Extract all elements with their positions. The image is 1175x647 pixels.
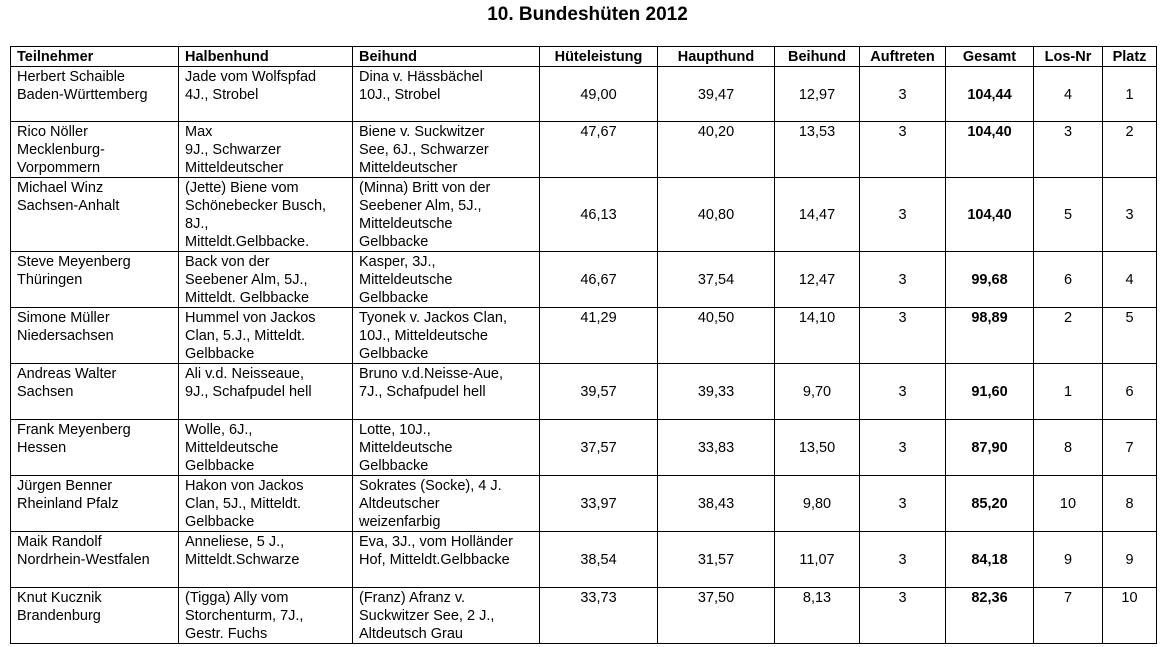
cell-teilnehmer: Maik Randolf Nordrhein-Westfalen — [11, 532, 179, 588]
cell-beihund: Dina v. Hässbächel 10J., Strobel — [353, 67, 540, 122]
cell-halbenhund: Back von der Seebener Alm, 5J., Mitteldt. Gelbbacke — [179, 252, 353, 308]
cell-los-nr: 6 — [1034, 252, 1103, 308]
cell-beihund: Tyonek v. Jackos Clan, 10J., Mitteldeutsche Gelbbacke — [353, 308, 540, 364]
cell-los-nr: 2 — [1034, 308, 1103, 364]
cell-halbenhund: (Tigga) Ally vom Storchenturm, 7J., Gestr. Fuchs — [179, 588, 353, 644]
cell-halbenhund: Wolle, 6J., Mitteldeutsche Gelbbacke — [179, 420, 353, 476]
cell-platz: 4 — [1103, 252, 1157, 308]
table-row — [11, 420, 1157, 476]
table-row — [11, 476, 1157, 532]
cell-halbenhund: Jade vom Wolfspfad 4J., Strobel — [179, 67, 353, 122]
cell-beihund-punkte: 12,97 — [775, 67, 860, 122]
cell-beihund: Lotte, 10J., Mitteldeutsche Gelbbacke — [353, 420, 540, 476]
cell-auftreten: 3 — [860, 476, 946, 532]
cell-teilnehmer: Frank Meyenberg Hessen — [11, 420, 179, 476]
cell-haupthund: 39,33 — [658, 364, 775, 420]
cell-halbenhund: Max 9J., Schwarzer Mitteldeutscher — [179, 122, 353, 178]
cell-beihund: (Franz) Afranz v. Suckwitzer See, 2 J., Altdeutsch Grau — [353, 588, 540, 644]
cell-hueteleistung: 41,29 — [540, 308, 658, 364]
column-header-los-nr: Los-Nr — [1034, 47, 1103, 67]
table-row — [11, 178, 1157, 252]
cell-auftreten: 3 — [860, 122, 946, 178]
cell-haupthund: 31,57 — [658, 532, 775, 588]
cell-gesamt: 104,44 — [946, 67, 1034, 122]
cell-hueteleistung: 46,13 — [540, 178, 658, 252]
cell-beihund-punkte: 13,53 — [775, 122, 860, 178]
cell-gesamt: 91,60 — [946, 364, 1034, 420]
cell-auftreten: 3 — [860, 364, 946, 420]
cell-hueteleistung: 33,97 — [540, 476, 658, 532]
cell-hueteleistung: 47,67 — [540, 122, 658, 178]
cell-hueteleistung: 49,00 — [540, 67, 658, 122]
cell-gesamt: 99,68 — [946, 252, 1034, 308]
cell-los-nr: 7 — [1034, 588, 1103, 644]
cell-los-nr: 8 — [1034, 420, 1103, 476]
cell-los-nr: 1 — [1034, 364, 1103, 420]
cell-haupthund: 40,80 — [658, 178, 775, 252]
cell-hueteleistung: 39,57 — [540, 364, 658, 420]
cell-haupthund: 33,83 — [658, 420, 775, 476]
cell-beihund: Eva, 3J., vom Holländer Hof, Mitteldt.Gelbbacke — [353, 532, 540, 588]
header-row — [11, 47, 1157, 67]
cell-teilnehmer: Herbert Schaible Baden-Württemberg — [11, 67, 179, 122]
column-header-teilnehmer: Teilnehmer — [11, 47, 179, 67]
cell-halbenhund: (Jette) Biene vom Schönebecker Busch, 8J., Mitteldt.Gelbbacke. — [179, 178, 353, 252]
cell-gesamt: 104,40 — [946, 178, 1034, 252]
cell-halbenhund: Anneliese, 5 J., Mitteldt.Schwarze — [179, 532, 353, 588]
column-header-beihund: Beihund — [353, 47, 540, 67]
cell-auftreten: 3 — [860, 252, 946, 308]
table-row — [11, 67, 1157, 122]
cell-hueteleistung: 38,54 — [540, 532, 658, 588]
cell-halbenhund: Hummel von Jackos Clan, 5.J., Mitteldt. Gelbbacke — [179, 308, 353, 364]
cell-los-nr: 5 — [1034, 178, 1103, 252]
cell-auftreten: 3 — [860, 420, 946, 476]
cell-hueteleistung: 37,57 — [540, 420, 658, 476]
cell-gesamt: 104,40 — [946, 122, 1034, 178]
cell-teilnehmer: Steve Meyenberg Thüringen — [11, 252, 179, 308]
cell-beihund: Kasper, 3J., Mitteldeutsche Gelbbacke — [353, 252, 540, 308]
cell-auftreten: 3 — [860, 588, 946, 644]
cell-beihund-punkte: 12,47 — [775, 252, 860, 308]
table-row — [11, 252, 1157, 308]
cell-beihund: (Minna) Britt von der Seebener Alm, 5J., Mitteldeutsche Gelbbacke — [353, 178, 540, 252]
cell-beihund-punkte: 11,07 — [775, 532, 860, 588]
cell-halbenhund: Ali v.d. Neisseaue, 9J., Schafpudel hell — [179, 364, 353, 420]
cell-gesamt: 85,20 — [946, 476, 1034, 532]
cell-teilnehmer: Rico Nöller Mecklenburg- Vorpommern — [11, 122, 179, 178]
table-body — [11, 67, 1157, 644]
cell-los-nr: 10 — [1034, 476, 1103, 532]
cell-auftreten: 3 — [860, 178, 946, 252]
cell-beihund-punkte: 14,47 — [775, 178, 860, 252]
cell-platz: 9 — [1103, 532, 1157, 588]
cell-beihund: Biene v. Suckwitzer See, 6J., Schwarzer Mitteldeutscher — [353, 122, 540, 178]
cell-platz: 10 — [1103, 588, 1157, 644]
cell-teilnehmer: Andreas Walter Sachsen — [11, 364, 179, 420]
cell-hueteleistung: 33,73 — [540, 588, 658, 644]
cell-beihund-punkte: 14,10 — [775, 308, 860, 364]
cell-beihund-punkte: 9,80 — [775, 476, 860, 532]
cell-beihund-punkte: 13,50 — [775, 420, 860, 476]
cell-haupthund: 40,20 — [658, 122, 775, 178]
cell-auftreten: 3 — [860, 67, 946, 122]
cell-hueteleistung: 46,67 — [540, 252, 658, 308]
column-header-halbenhund: Halbenhund — [179, 47, 353, 67]
column-header-platz: Platz — [1103, 47, 1157, 67]
cell-los-nr: 3 — [1034, 122, 1103, 178]
column-header-gesamt: Gesamt — [946, 47, 1034, 67]
cell-platz: 2 — [1103, 122, 1157, 178]
cell-gesamt: 98,89 — [946, 308, 1034, 364]
cell-haupthund: 38,43 — [658, 476, 775, 532]
cell-teilnehmer: Knut Kucznik Brandenburg — [11, 588, 179, 644]
page-title: 10. Bundeshüten 2012 — [487, 4, 688, 25]
cell-beihund: Bruno v.d.Neisse-Aue, 7J., Schafpudel hell — [353, 364, 540, 420]
cell-los-nr: 4 — [1034, 67, 1103, 122]
cell-auftreten: 3 — [860, 532, 946, 588]
cell-teilnehmer: Michael Winz Sachsen-Anhalt — [11, 178, 179, 252]
cell-platz: 3 — [1103, 178, 1157, 252]
cell-beihund-punkte: 9,70 — [775, 364, 860, 420]
cell-gesamt: 87,90 — [946, 420, 1034, 476]
cell-gesamt: 82,36 — [946, 588, 1034, 644]
table-row — [11, 532, 1157, 588]
cell-teilnehmer: Simone Müller Niedersachsen — [11, 308, 179, 364]
cell-los-nr: 9 — [1034, 532, 1103, 588]
table-row — [11, 364, 1157, 420]
cell-teilnehmer: Jürgen Benner Rheinland Pfalz — [11, 476, 179, 532]
cell-beihund: Sokrates (Socke), 4 J. Altdeutscher weizenfarbig — [353, 476, 540, 532]
cell-haupthund: 39,47 — [658, 67, 775, 122]
table-row — [11, 308, 1157, 364]
column-header-haupthund: Haupthund — [658, 47, 775, 67]
cell-beihund-punkte: 8,13 — [775, 588, 860, 644]
cell-halbenhund: Hakon von Jackos Clan, 5J., Mitteldt. Gelbbacke — [179, 476, 353, 532]
cell-haupthund: 40,50 — [658, 308, 775, 364]
table-row — [11, 122, 1157, 178]
column-header-beihund-punkte: Beihund — [775, 47, 860, 67]
results-table — [10, 46, 1157, 644]
cell-platz: 6 — [1103, 364, 1157, 420]
column-header-auftreten: Auftreten — [860, 47, 946, 67]
cell-platz: 5 — [1103, 308, 1157, 364]
table-row — [11, 588, 1157, 644]
cell-auftreten: 3 — [860, 308, 946, 364]
cell-platz: 1 — [1103, 67, 1157, 122]
cell-gesamt: 84,18 — [946, 532, 1034, 588]
cell-platz: 7 — [1103, 420, 1157, 476]
cell-haupthund: 37,54 — [658, 252, 775, 308]
cell-haupthund: 37,50 — [658, 588, 775, 644]
column-header-hueteleistung: Hüteleistung — [540, 47, 658, 67]
cell-platz: 8 — [1103, 476, 1157, 532]
